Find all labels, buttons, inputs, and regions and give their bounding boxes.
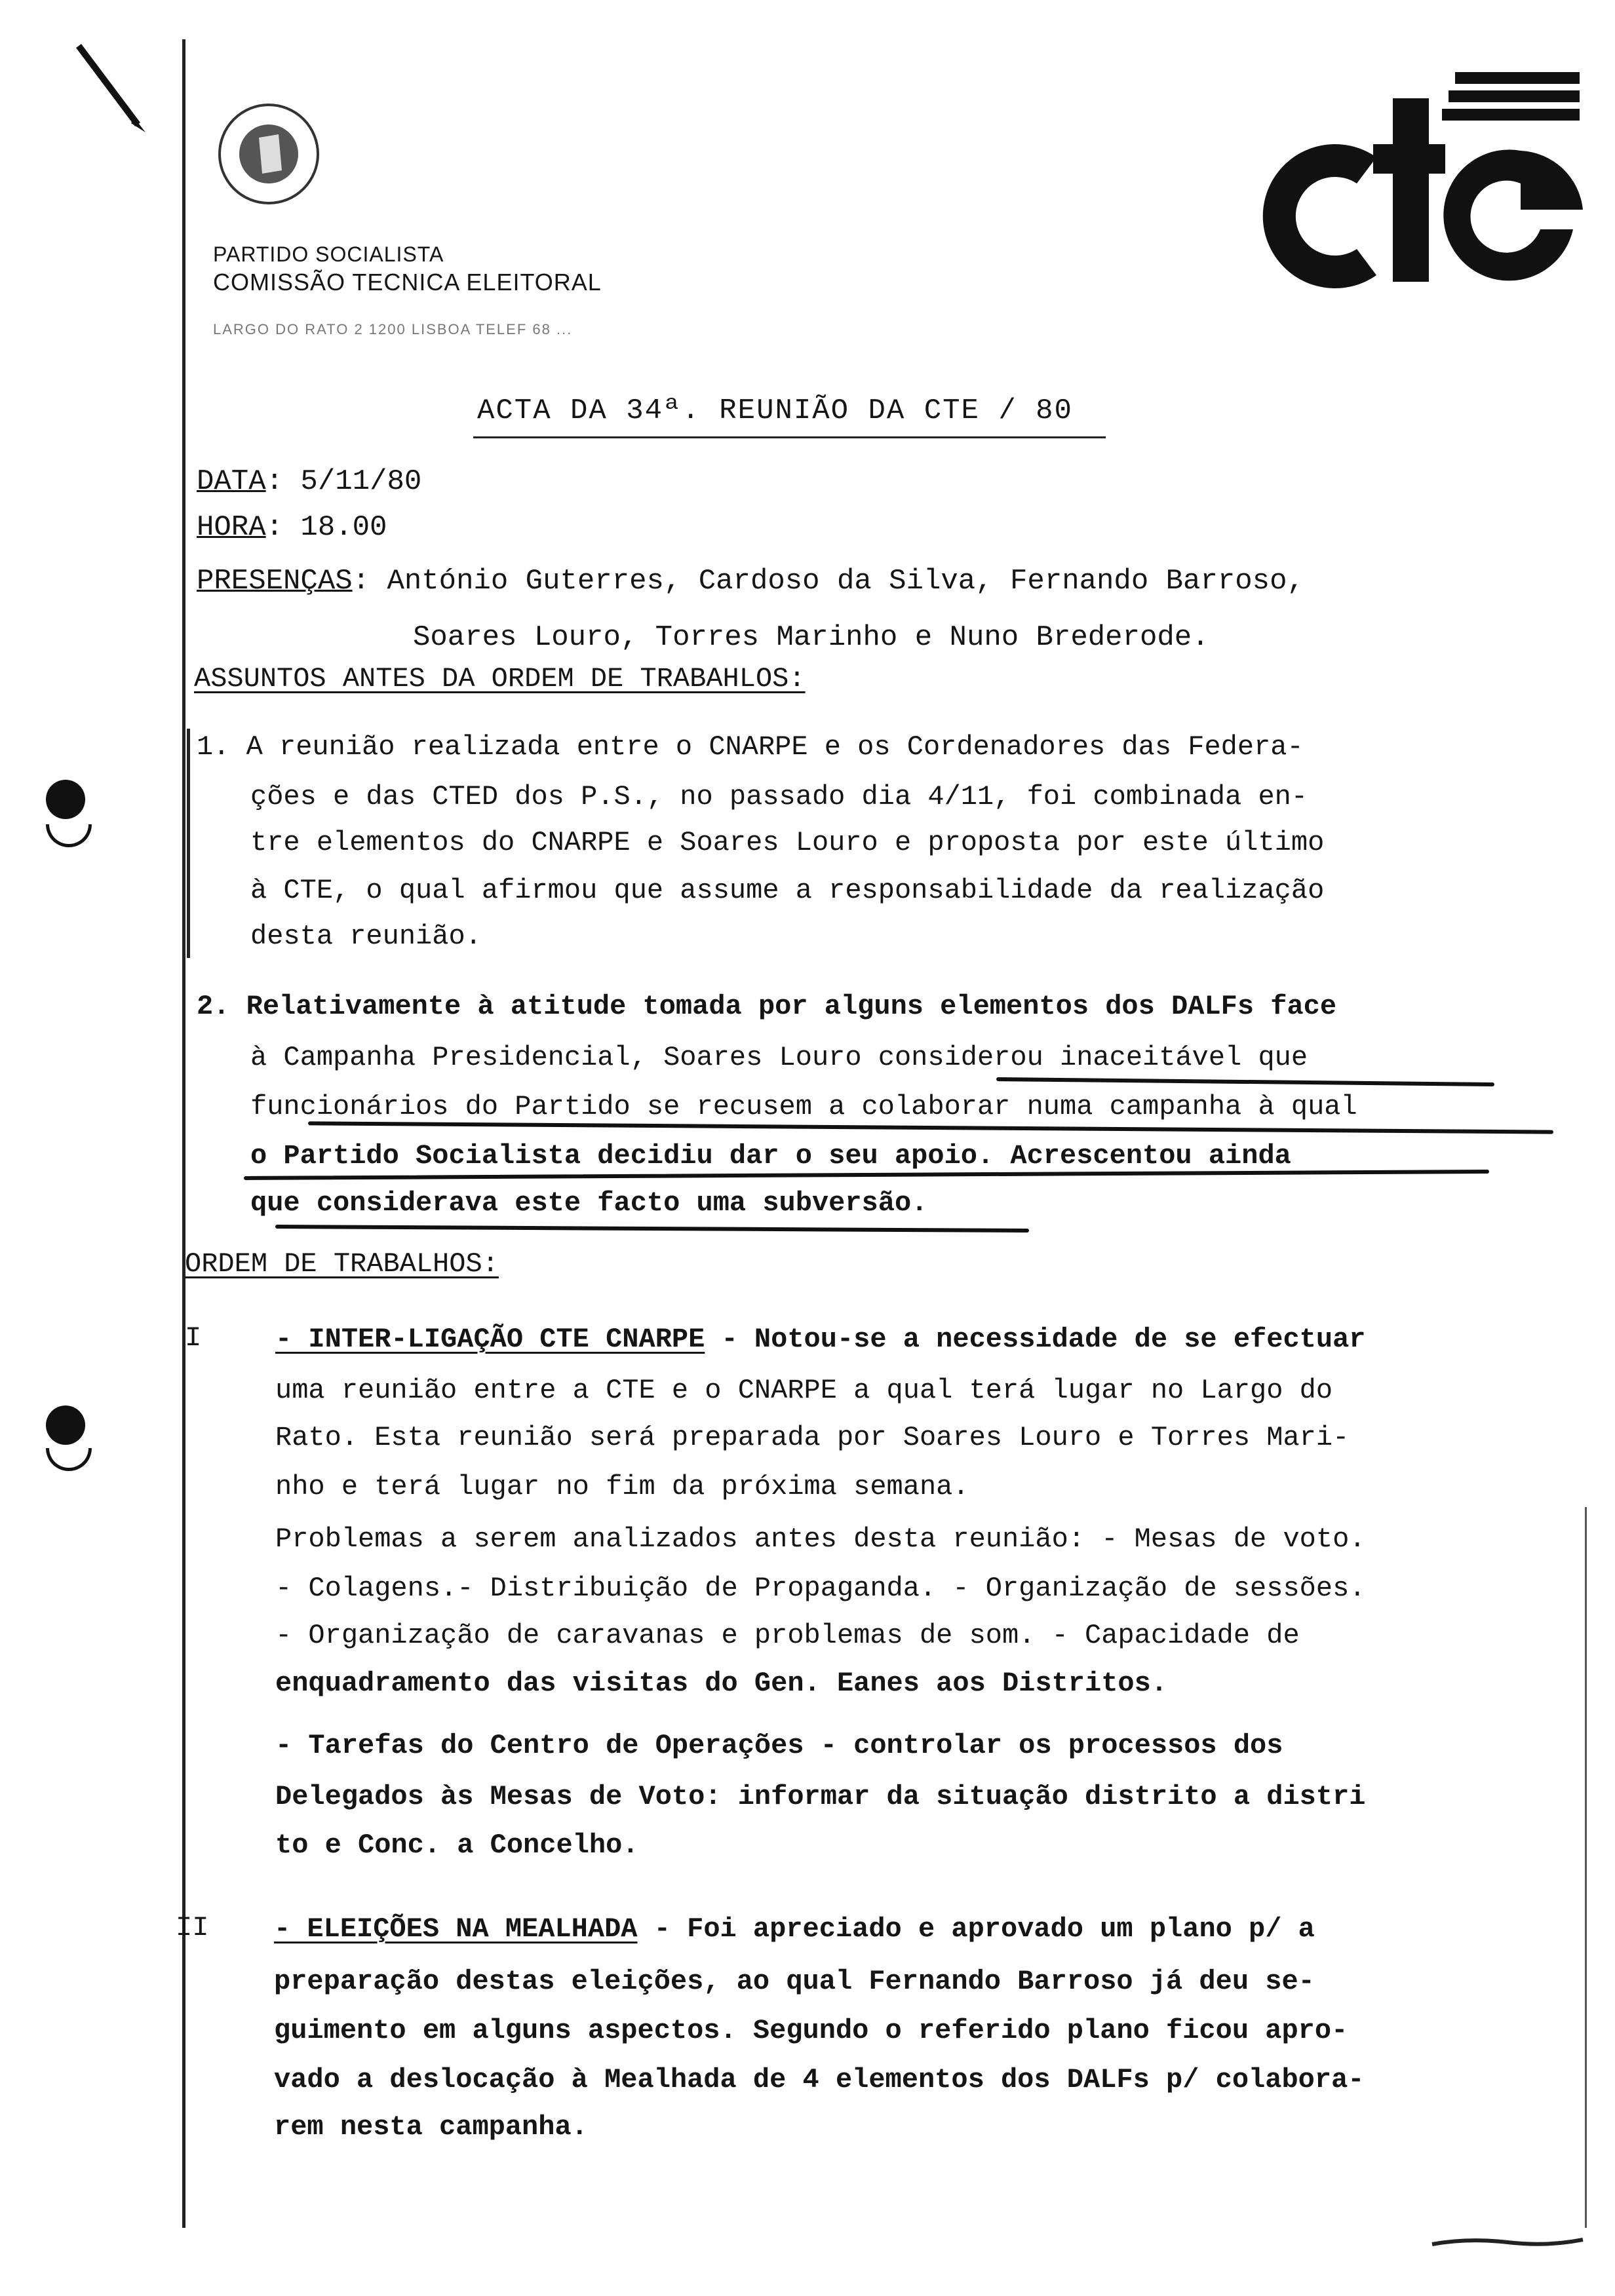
cte-logo-icon [1232, 59, 1586, 301]
section1-line: Delegados às Mesas de Voto: informar da situação distrito a distri [275, 1781, 1366, 1812]
item1-line: à CTE, o qual afirmou que assume a responsabilidade da realização [250, 875, 1325, 906]
punch-hole-arc [46, 1448, 92, 1471]
header-organization: PARTIDO SOCIALISTA [213, 242, 444, 266]
handwritten-underline [308, 1121, 1553, 1134]
section1-first-line [275, 1324, 1365, 1355]
section2-line: vado a deslocação à Mealhada de 4 elementos dos DALFs p/ colabora- [274, 2064, 1365, 2095]
date-row [197, 465, 421, 498]
item1-line: tre elementos do CNARPE e Soares Louro e proposta por este último [250, 827, 1325, 858]
section1-title: - INTER-LIGAÇÃO CTE CNARPE [275, 1324, 705, 1355]
section1-line: enquadramento das visitas do Gen. Eanes aos Distritos. [275, 1668, 1168, 1699]
seal-icon [213, 98, 324, 210]
section1-line: - Tarefas do Centro de Operações - controlar os processos dos [275, 1730, 1283, 1761]
right-edge-rule [1585, 1507, 1587, 2228]
item1-line: ções e das CTED dos P.S., no passado dia 4/11, foi combinada en- [250, 781, 1308, 813]
section1-line: Problemas a serem analizados antes desta reunião: - Mesas de voto. [275, 1523, 1366, 1555]
item1-line: 1. A reunião realizada entre o CNARPE e os Cordenadores das Federa- [197, 731, 1304, 763]
section1-line: to e Conc. a Concelho. [275, 1829, 639, 1861]
pen-mark-icon [72, 39, 151, 138]
item1-line: desta reunião. [250, 921, 482, 952]
item2-line: que considerava este facto uma subversão. [250, 1187, 928, 1219]
date-label: DATA [197, 465, 266, 498]
cte-logo [1232, 59, 1586, 301]
section2-title: - ELEIÇÕES NA MEALHADA [274, 1913, 638, 1945]
section2-line: rem nesta campanha. [274, 2111, 588, 2143]
section1-line: - Notou-se a necessidade de se efectuar [705, 1324, 1366, 1355]
item2-line: funcionários do Partido se recusem a colaborar numa campanha à qual [250, 1091, 1357, 1122]
section1-line: uma reunião entre a CTE e o CNARPE a qual terá lugar no Largo do [275, 1375, 1333, 1406]
punch-hole [46, 1406, 85, 1445]
time-row [197, 511, 387, 544]
presences-line1: : António Guterres, Cardoso da Silva, Fernando Barroso, [352, 565, 1304, 598]
time-value: : 18.00 [265, 511, 387, 544]
presences-line2: Soares Louro, Torres Marinho e Nuno Brederode. [413, 621, 1209, 654]
date-value: : 5/11/80 [265, 465, 422, 498]
section1-line: nho e terá lugar no fim da próxima semana. [275, 1471, 969, 1502]
punch-hole [46, 780, 85, 819]
time-label: HORA [197, 511, 266, 544]
section1-line: Rato. Esta reunião será preparada por Soares Louro e Torres Mari- [275, 1422, 1350, 1453]
party-seal [213, 98, 324, 210]
margin-bracket [187, 729, 190, 958]
bottom-ink-smudge [1429, 2228, 1586, 2254]
title-underline [473, 436, 1106, 438]
section2-line: - Foi apreciado e aprovado um plano p/ a [637, 1913, 1315, 1945]
presences-label: PRESENÇAS [197, 565, 353, 598]
handwritten-underline [275, 1225, 1029, 1233]
left-margin-rule [182, 39, 185, 2228]
header-department: COMISSÃO TECNICA ELEITORAL [213, 269, 602, 296]
section1-line: - Colagens.- Distribuição de Propaganda. - Organização de sessões. [275, 1573, 1366, 1604]
section1-line: - Organização de caravanas e problemas de som. - Capacidade de [275, 1620, 1300, 1651]
header-address: LARGO DO RATO 2 1200 LISBOA TELEF 68 ... [213, 321, 573, 337]
section2-numeral: II [176, 1912, 209, 1943]
section2-line: guimento em alguns aspectos. Segundo o referido plano ficou apro- [274, 2015, 1348, 2046]
page-title: ACTA DA 34ª. REUNIÃO DA CTE / 80 [477, 394, 1073, 427]
presences-row [197, 565, 1304, 598]
punch-hole-arc [46, 824, 92, 847]
item2-line: 2. Relativamente à atitude tomada por alguns elementos dos DALFs face [197, 991, 1337, 1022]
section2-first-line [274, 1913, 1315, 1945]
section1-numeral: I [185, 1322, 202, 1354]
handwritten-underline [996, 1077, 1494, 1086]
item2-line: à Campanha Presidencial, Soares Louro considerou inaceitável que [250, 1042, 1308, 1073]
agenda-heading: ORDEM DE TRABALHOS: [185, 1248, 499, 1280]
item2-line: o Partido Socialista decidiu dar o seu apoio. Acrescentou ainda [250, 1140, 1291, 1172]
section2-line: preparação destas eleições, ao qual Fernando Barroso já deu se- [274, 1966, 1315, 1997]
before-agenda-heading: ASSUNTOS ANTES DA ORDEM DE TRABAHLOS: [194, 663, 806, 695]
